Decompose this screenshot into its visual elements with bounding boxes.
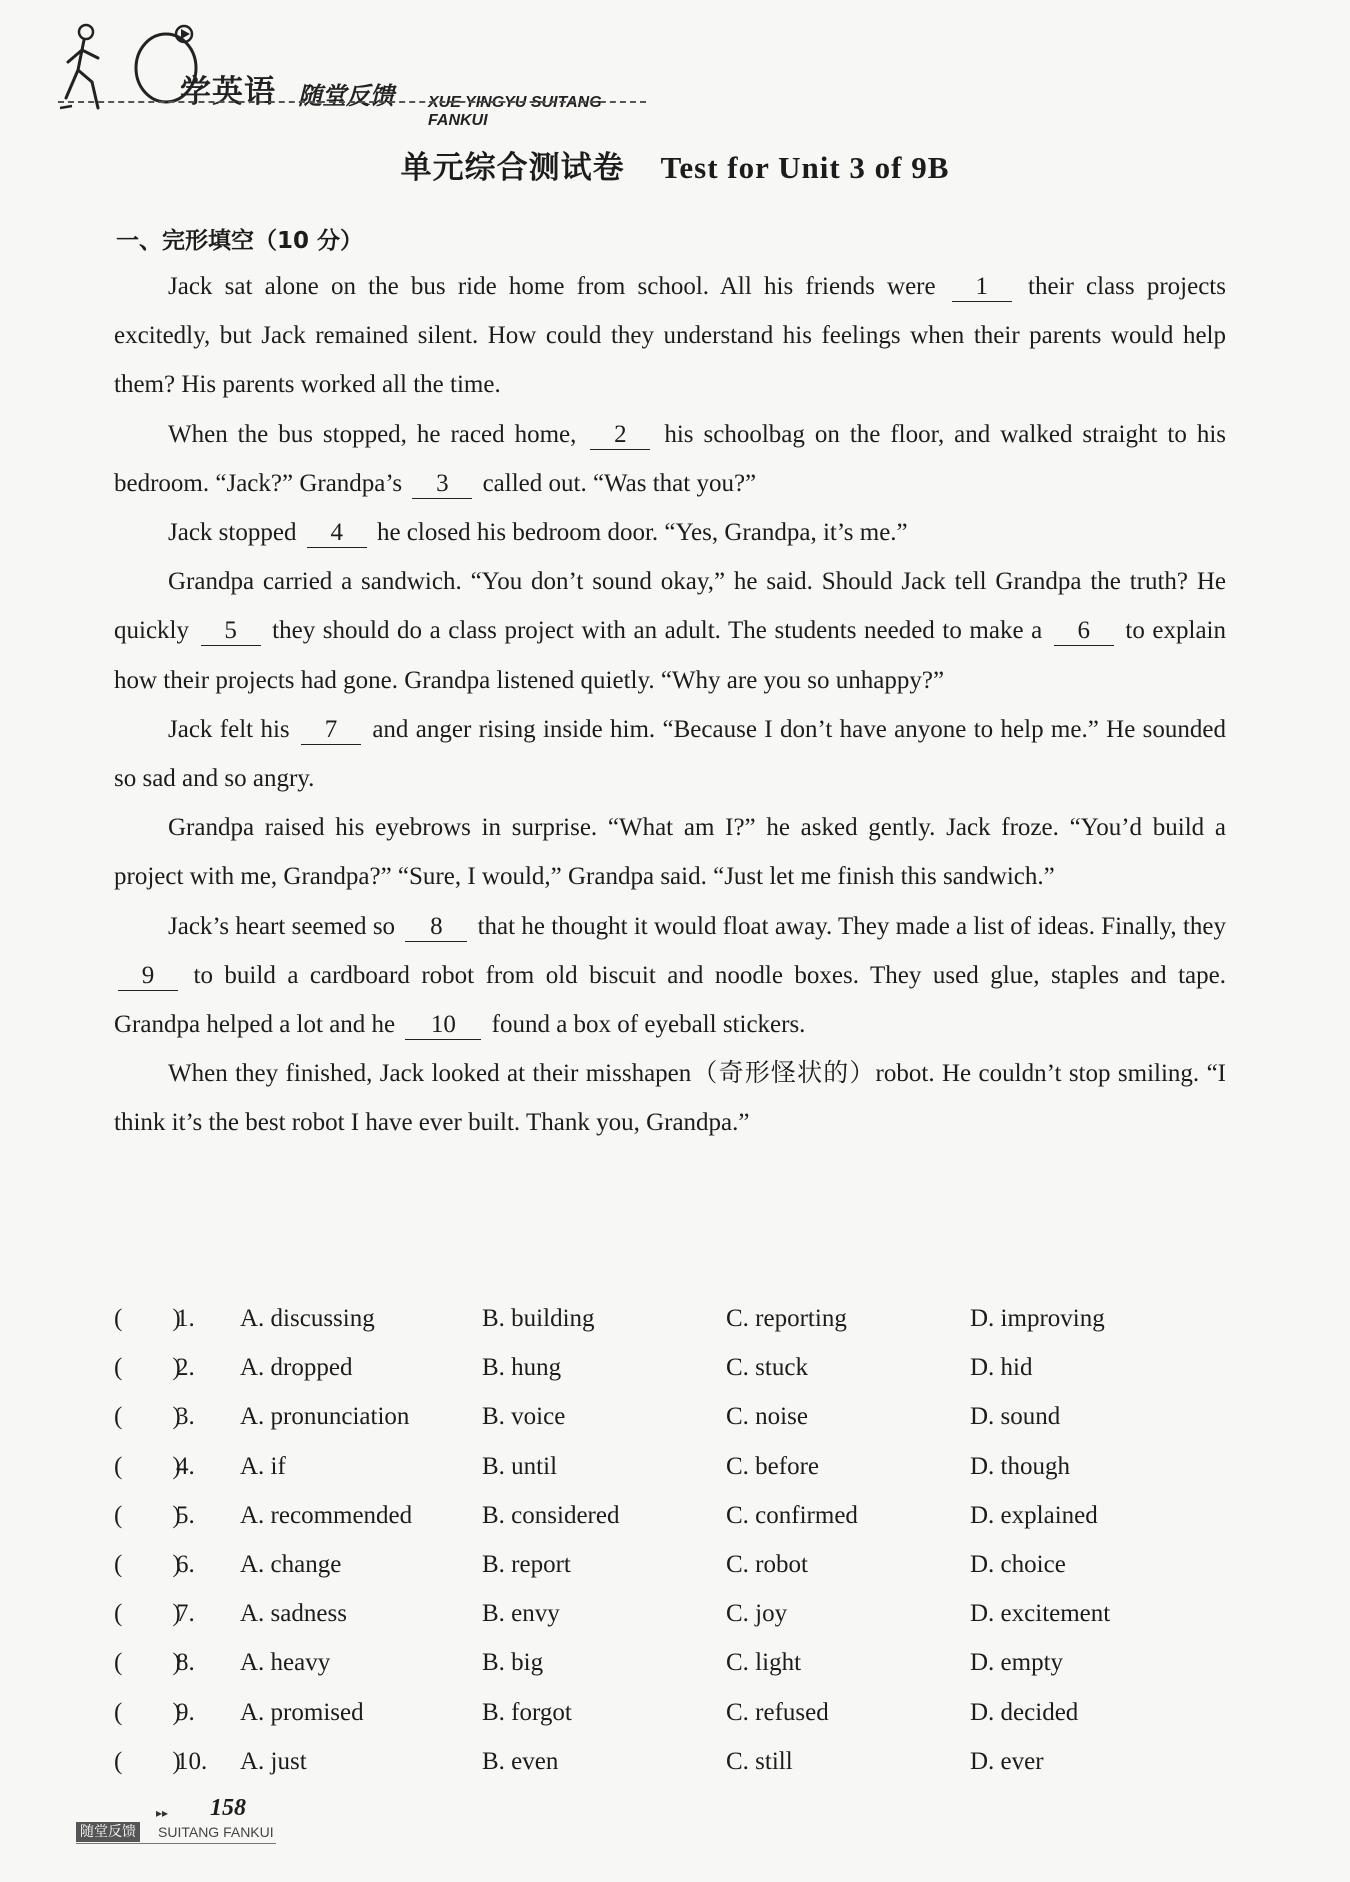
option-a: A. change xyxy=(240,1550,342,1578)
option-c: C. reporting xyxy=(726,1305,847,1332)
blank-7: 7 xyxy=(301,716,361,745)
header-divider xyxy=(58,101,646,103)
option-c: C. robot xyxy=(726,1550,808,1578)
question-row xyxy=(114,1638,1234,1687)
option-a: A. sadness xyxy=(240,1600,347,1628)
question-row xyxy=(114,1343,1234,1392)
question-row xyxy=(114,1589,1234,1638)
answer-paren: ( ) xyxy=(114,1747,181,1775)
option-b: B. even xyxy=(482,1747,559,1775)
passage-text: Jack sat alone on the bus ride home from school. All his friends were xyxy=(168,273,948,300)
passage-text: When they finished, Jack looked at their misshapen（奇形怪状的）robot. He couldn’t stop smiling. “I think it’s the best robot I have ever built. Thank you, Grandpa.” xyxy=(114,1060,1226,1137)
question-number: 5. xyxy=(176,1501,195,1529)
option-b: B. big xyxy=(482,1649,544,1677)
question-row xyxy=(114,1688,1234,1737)
question-row xyxy=(114,1392,1234,1441)
passage-text: they should do a class project with an adult. The students needed to make a xyxy=(264,617,1050,645)
answer-paren: ( ) xyxy=(114,1698,181,1726)
footer-tag-english: SUITANG FANKUI xyxy=(158,1824,274,1840)
question-number: 10. xyxy=(176,1747,208,1775)
answer-paren: ( ) xyxy=(114,1452,181,1480)
option-d: D. excitement xyxy=(970,1600,1111,1628)
option-d: D. decided xyxy=(970,1698,1079,1726)
paragraph xyxy=(114,705,1226,803)
option-d: D. explained xyxy=(970,1501,1098,1529)
paragraph xyxy=(114,262,1226,410)
option-c: C. still xyxy=(726,1747,793,1775)
passage-text: and anger rising inside him. “Because I don’t have anyone to help me.” He sounded so sad and so angry. xyxy=(114,715,1226,793)
paragraph xyxy=(114,508,1226,557)
options-list xyxy=(114,1294,1234,1786)
blank-1: 1 xyxy=(952,273,1012,302)
question-row xyxy=(114,1294,1234,1343)
passage-text: that he thought it would float away. They made a list of ideas. Finally, they xyxy=(471,912,1226,940)
option-a: A. discussing xyxy=(240,1305,375,1332)
title-english: Test for Unit 3 of 9B xyxy=(660,150,950,185)
option-b: B. forgot xyxy=(482,1698,572,1726)
page-title xyxy=(0,142,1350,187)
option-d: D. though xyxy=(970,1452,1070,1480)
option-c: C. refused xyxy=(726,1698,829,1726)
option-c: C. confirmed xyxy=(726,1501,858,1529)
brand-chinese-subtitle: 随堂反馈 xyxy=(298,82,394,110)
option-d: D. sound xyxy=(970,1403,1061,1431)
option-d: D. choice xyxy=(970,1550,1066,1578)
blank-6: 6 xyxy=(1054,617,1114,646)
option-d: D. ever xyxy=(970,1747,1044,1775)
question-row xyxy=(114,1540,1234,1589)
page-number: 158 xyxy=(210,1795,246,1821)
passage-text: When the bus stopped, he raced home, xyxy=(168,420,587,448)
title-chinese: 单元综合测试卷 xyxy=(400,150,625,186)
blank-2: 2 xyxy=(590,421,650,450)
paragraph xyxy=(114,410,1226,508)
question-row xyxy=(114,1737,1234,1786)
question-number: 1. xyxy=(176,1305,195,1332)
answer-paren: ( ) xyxy=(114,1354,181,1382)
paragraph xyxy=(114,902,1226,1050)
option-c: C. joy xyxy=(726,1600,788,1628)
option-d: D. improving xyxy=(970,1305,1105,1332)
question-number: 7. xyxy=(176,1600,195,1628)
question-number: 2. xyxy=(176,1354,195,1382)
answer-paren: ( ) xyxy=(114,1501,181,1529)
blank-5: 5 xyxy=(201,617,261,646)
brand-pinyin: XUE YINGYU SUITANG FANKUI xyxy=(428,94,602,129)
passage-text: he closed his bedroom door. “Yes, Grandpa, it’s me.” xyxy=(370,519,908,547)
passage-text: to explain how their projects had gone. Grandpa listened quietly. “Why are you so unhappy?” xyxy=(114,617,1226,694)
option-a: A. just xyxy=(240,1747,307,1775)
option-d: D. hid xyxy=(970,1354,1033,1382)
blank-3: 3 xyxy=(412,470,472,499)
option-b: B. building xyxy=(482,1305,595,1332)
option-b: B. voice xyxy=(482,1403,566,1431)
option-b: B. until xyxy=(482,1452,558,1480)
passage-text: his schoolbag on the floor, and walked straight to his bedroom. “Jack?” Grandpa’s xyxy=(114,420,1226,497)
cloze-passage xyxy=(114,262,1226,1148)
option-b: B. hung xyxy=(482,1354,562,1382)
answer-paren: ( ) xyxy=(114,1305,181,1332)
option-a: A. heavy xyxy=(240,1649,331,1677)
question-number: 9. xyxy=(176,1698,195,1726)
question-row xyxy=(114,1442,1234,1491)
option-a: A. dropped xyxy=(240,1354,353,1382)
passage-text: found a box of eyeball stickers. xyxy=(485,1011,806,1039)
answer-paren: ( ) xyxy=(114,1403,181,1431)
option-a: A. pronunciation xyxy=(240,1403,410,1431)
footer-divider xyxy=(76,1843,276,1844)
passage-text: Jack stopped xyxy=(168,519,303,547)
option-a: A. promised xyxy=(240,1698,364,1726)
option-b: B. envy xyxy=(482,1600,560,1628)
option-c: C. light xyxy=(726,1649,802,1677)
option-c: C. before xyxy=(726,1452,820,1480)
option-a: A. if xyxy=(240,1452,286,1480)
paragraph xyxy=(114,803,1226,901)
passage-text: their class projects excitedly, but Jack remained silent. How could they understand his feelings when their parents would help them? His parents worked all the time. xyxy=(114,273,1226,399)
blank-4: 4 xyxy=(307,519,367,548)
option-c: C. stuck xyxy=(726,1354,808,1382)
passage-text: Jack felt his xyxy=(168,715,297,743)
option-b: B. considered xyxy=(482,1501,620,1529)
passage-text: Jack’s heart seemed so xyxy=(168,912,402,940)
answer-paren: ( ) xyxy=(114,1600,181,1628)
question-number: 3. xyxy=(176,1403,195,1431)
option-b: B. report xyxy=(482,1550,571,1578)
footer-tag-chinese: 随堂反馈 xyxy=(76,1822,140,1842)
passage-text: Grandpa carried a sandwich. “You don’t sound okay,” he said. Should Jack tell Grandpa the truth? He quickly xyxy=(114,568,1226,645)
passage-text: Grandpa raised his eyebrows in surprise. “What am I?” he asked gently. Jack froze. “You’d build a project with me, Grandpa?” “Sure, I would,” Grandpa said. “Just let me finish this sandwich.” xyxy=(114,814,1226,891)
blank-8: 8 xyxy=(405,913,467,942)
paragraph xyxy=(114,557,1226,705)
passage-text: to build a cardboard robot from old biscuit and noodle boxes. They used glue, staples and tape. Grandpa helped a lot and he xyxy=(114,961,1226,1039)
question-number: 8. xyxy=(176,1649,195,1677)
blank-9: 9 xyxy=(118,962,178,991)
blank-10: 10 xyxy=(405,1011,481,1040)
answer-paren: ( ) xyxy=(114,1649,181,1677)
question-number: 6. xyxy=(176,1550,195,1578)
brand-chinese: 学英语 xyxy=(180,74,276,110)
passage-text: called out. “Was that you?” xyxy=(476,469,757,497)
question-number: 4. xyxy=(176,1452,195,1480)
question-row xyxy=(114,1491,1234,1540)
arrow-icon: ▸▸ xyxy=(156,1806,169,1820)
section-heading: 一、完形填空（10 分） xyxy=(116,228,364,254)
paragraph xyxy=(114,1049,1226,1147)
answer-paren: ( ) xyxy=(114,1550,181,1578)
option-d: D. empty xyxy=(970,1649,1064,1677)
header xyxy=(58,18,658,129)
option-a: A. recommended xyxy=(240,1501,413,1529)
running-figure-icon xyxy=(58,18,118,113)
option-c: C. noise xyxy=(726,1403,808,1431)
